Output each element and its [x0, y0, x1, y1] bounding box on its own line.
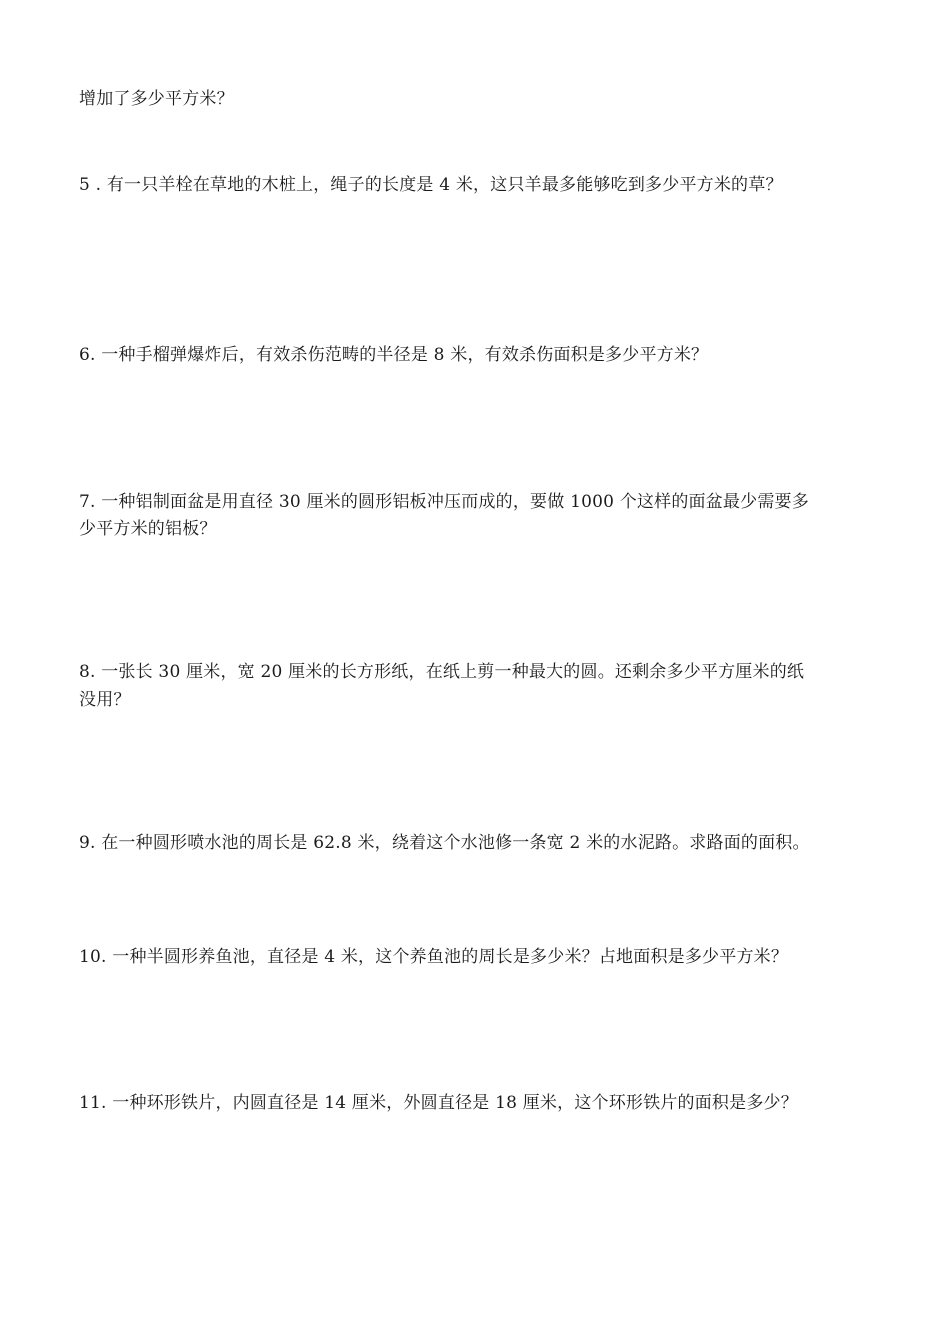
- problem-9-text: 9. 在一种圆形喷水池的周长是 62.8 米，绕着这个水池修一条宽 2 米的水泥路。求路面的面积。: [79, 833, 810, 853]
- problem-7-text-line-2: 少平方米的铝板？: [79, 519, 217, 539]
- problem-11-text: 11. 一种环形铁片，内圆直径是 14 厘米，外圆直径是 18 厘米，这个环形铁片的面积是多少？: [79, 1093, 798, 1113]
- problem-7-text-line-1: 7. 一种铝制面盆是用直径 30 厘米的圆形铝板冲压而成的，要做 1000 个这样的面盆最少需要多: [79, 492, 809, 512]
- problem-5-text: 5 . 有一只羊栓在草地的木桩上，绳子的长度是 4 米，这只羊最多能够吃到多少平方米的草？: [79, 175, 783, 195]
- problem-8-text-line-2: 没用？: [79, 690, 131, 710]
- problem-4-continuation: 增加了多少平方米？: [79, 89, 234, 109]
- problem-10-text: 10. 一种半圆形养鱼池，直径是 4 米，这个养鱼池的周长是多少米？占地面积是多少平方米？: [79, 947, 789, 967]
- problem-8-text-line-1: 8. 一张长 30 厘米，宽 20 厘米的长方形纸，在纸上剪一种最大的圆。还剩余多少平方厘米的纸: [79, 662, 805, 682]
- problem-6-text: 6. 一种手榴弹爆炸后，有效杀伤范畴的半径是 8 米，有效杀伤面积是多少平方米？: [79, 345, 709, 365]
